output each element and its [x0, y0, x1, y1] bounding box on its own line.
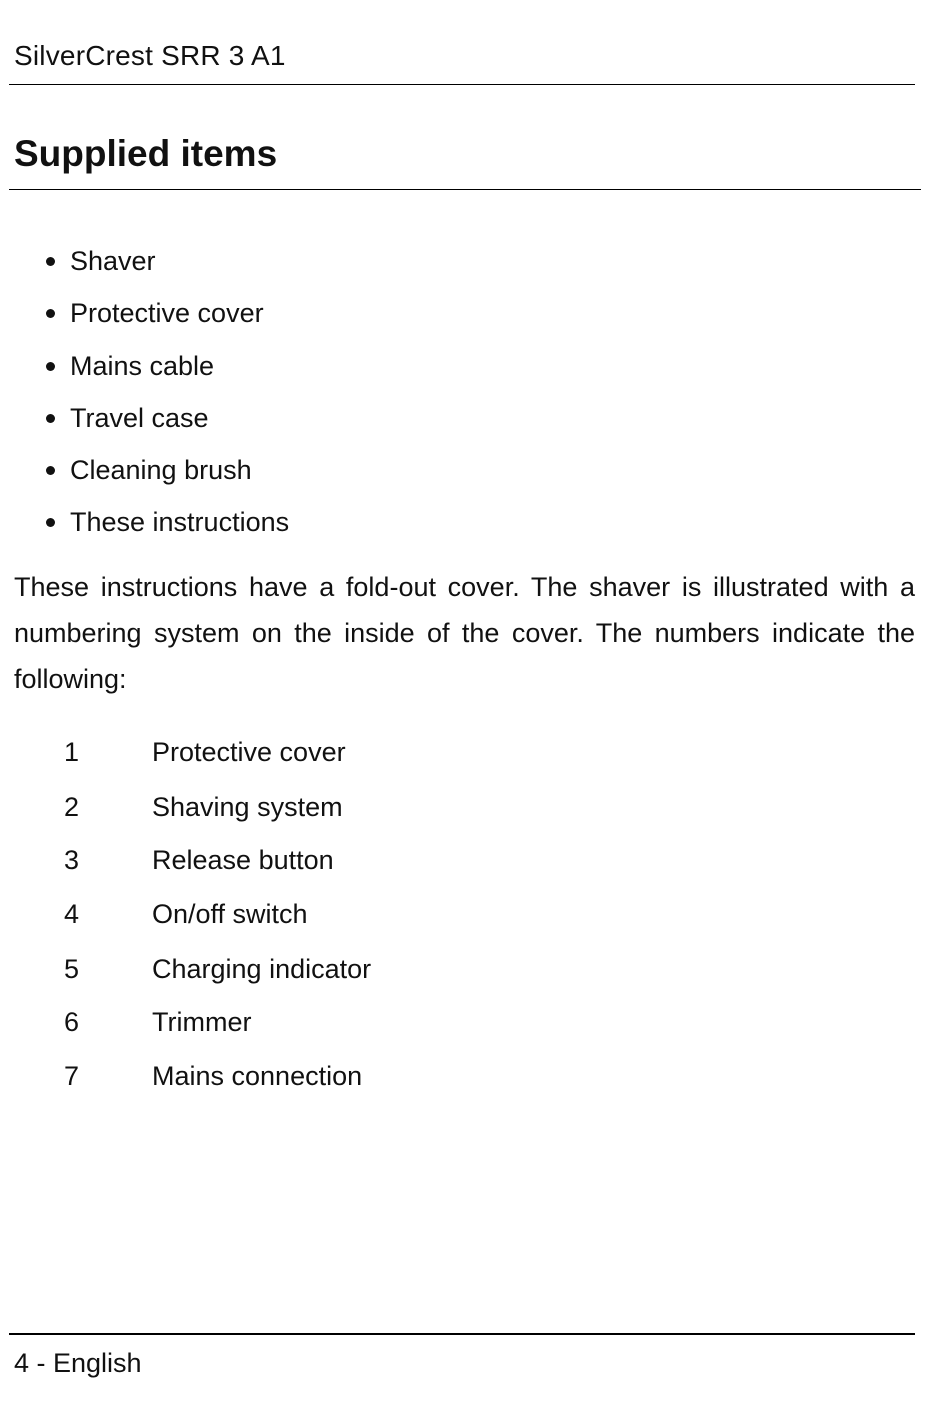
bullet-icon [46, 466, 55, 475]
legend-number: 2 [64, 792, 80, 822]
page-footer: 4 - English [14, 1348, 142, 1378]
list-item-text: Protective cover [70, 298, 264, 328]
legend-row [0, 1002, 950, 1042]
header-divider [9, 84, 915, 85]
legend-row [0, 949, 950, 989]
legend-label: Trimmer [152, 1007, 252, 1037]
list-item-text: These instructions [70, 507, 290, 537]
list-item-text: Cleaning brush [70, 455, 252, 485]
legend-label: On/off switch [152, 899, 308, 929]
running-header: SilverCrest SRR 3 A1 [14, 40, 286, 71]
legend-number: 4 [64, 899, 80, 929]
legend-row [0, 1056, 950, 1096]
list-item-text: Shaver [70, 246, 156, 276]
legend-row [0, 894, 950, 934]
legend-label: Release button [152, 845, 334, 875]
section-title: Supplied items [14, 133, 278, 174]
legend-number: 5 [64, 954, 80, 984]
legend-label: Mains connection [152, 1061, 363, 1091]
legend-number: 3 [64, 845, 80, 875]
bullet-icon [46, 362, 55, 371]
list-item-text: Mains cable [70, 351, 215, 381]
bullet-icon [46, 257, 55, 266]
legend-label: Shaving system [152, 792, 343, 822]
legend-row [0, 840, 950, 880]
section-divider [9, 189, 921, 190]
legend-label: Protective cover [152, 737, 346, 767]
legend-row [0, 732, 950, 772]
legend-row [0, 787, 950, 827]
legend-number: 6 [64, 1007, 80, 1037]
legend-number: 7 [64, 1061, 80, 1091]
bullet-icon [46, 309, 55, 318]
legend-number: 1 [64, 737, 80, 767]
footer-divider [9, 1333, 915, 1335]
list-item-text: Travel case [70, 403, 209, 433]
bullet-icon [46, 518, 55, 527]
bullet-icon [46, 414, 55, 423]
legend-label: Charging indicator [152, 954, 372, 984]
intro-paragraph: These instructions have a fold-out cover. The shaver is illustrated with a numbering system on the inside of the cover. The numbers indicate the following: [14, 572, 915, 694]
